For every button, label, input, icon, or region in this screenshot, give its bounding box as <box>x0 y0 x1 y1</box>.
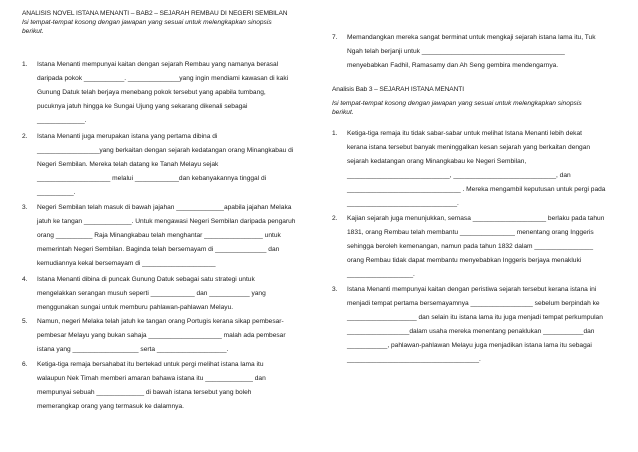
question-line: memerintah Negeri Sembilan. Baginda telah bersemayam di ______________ dan <box>37 246 280 253</box>
instruction-line: berikut. <box>22 28 44 36</box>
question-line: ____________________________________. <box>347 356 481 363</box>
question-line: 1831, orang Rembau telah membantu _______________ menentang orang Inggeris <box>347 229 594 236</box>
question-line: _______________________________ . Mereka mengambil keputusan untuk pergi pada <box>347 186 606 193</box>
question-number: 5. <box>22 318 28 325</box>
question-line: Istana Menanti dibina di puncak Gunung Datuk sebagai satu strategi untuk <box>37 276 255 283</box>
question-line: mempunyai sebuah _____________ di bawah istana tersebut yang boleh <box>37 389 252 396</box>
instruction-line: Isi tempat-tempat kosong dengan jawapan yang sesuai untuk melengkapkan sinopsis <box>22 19 272 26</box>
question-line: __________. <box>37 189 76 196</box>
instruction-bab2 <box>22 18 298 36</box>
question-number: 3. <box>22 204 28 211</box>
question-line: ______________________________. <box>347 200 459 207</box>
instruction-line: Isi tempat-tempat kosong dengan jawapan yang sesuai untuk melengkapkan sinopsis <box>332 100 582 107</box>
question-line: Istana Menanti mempunyai kaitan dengan peristiwa sejarah tersebut kerana istana ini <box>347 286 597 293</box>
question-line: Kajian sejarah juga menunjukkan, semasa ____________________ berlaku pada tahun <box>347 215 605 222</box>
question-line: _________________dalam usaha mereka menentang penaklukan ___________dan <box>347 328 595 335</box>
question-line: Gunung Datuk telah berjaya menebang pokok tersebut yang apabila tumbang, <box>37 89 266 96</box>
question-line: ____________________ melalui ____________dan kebanyakannya tinggal di <box>37 175 267 182</box>
question-line: __________________. <box>347 271 415 278</box>
question-number: 7. <box>332 34 338 41</box>
question-line: Negeri Sembilan. Mereka telah datang ke Tanah Melayu sejak <box>37 161 219 168</box>
question-line: menggunakan sungai untuk memburu pahlawan-pahlawan Melayu. <box>37 304 234 311</box>
instruction-bab3 <box>332 99 618 117</box>
question-line: mengelakkan serangan musuh seperti ____________ dan ___________ yang <box>37 290 266 297</box>
question-line: pembesar Melayu yang bukan sahaja ____________________ malah ada pembesar <box>37 332 286 339</box>
question-line: sejarah kedatangan orang Minangkabau ke Negeri Sembilan, <box>347 158 527 165</box>
section-title-bab3: Analisis Bab 3 – SEJARAH ISTANA MENANTI <box>332 86 464 93</box>
question-line: walaupun Nek Timah memberi amaran bahawa istana itu _____________ dan <box>37 375 266 382</box>
question-number: 6. <box>22 361 28 368</box>
question-number: 1. <box>22 61 28 68</box>
question-line: orang Rembau tidak dapat membantu menyebabkan Inggeris berjaya menakluki <box>347 257 582 264</box>
section-title-bab2: ANALISIS NOVEL ISTANA MENANTI – BAB2 – SEJARAH REMBAU DI NEGERI SEMBILAN <box>22 10 288 17</box>
question-line: daripada pokok ___________. ______________yang ingin mendiami kawasan di kaki <box>37 75 289 82</box>
question-line: ___________________ dan selain itu istana lama itu juga menjadi tempat perkumpulan <box>347 314 603 321</box>
question-line: kerana istana tersebut banyak meninggalkan kesan sejarah yang berkaitan dengan <box>347 144 591 151</box>
question-line: Ketiga-tiga remaja bersahabat itu bertekad untuk pergi melihat istana lama itu <box>37 361 264 368</box>
question-line: Ketiga-tiga remaja itu tidak sabar-sabar untuk melihat Istana Menanti lebih dekat <box>347 130 582 137</box>
question-line: orang __________ Raja Minangkabau telah menghantar ________________ untuk <box>37 232 281 239</box>
question-line: Istana Menanti mempunyai kaitan dengan sejarah Rembau yang namanya berasal <box>37 61 279 68</box>
question-line: Negeri Sembilan telah masuk di bawah jajahan _____________apabila jajahan Melaka <box>37 204 292 211</box>
question-line: Memandangkan mereka sangat berminat untuk mengkaji sejarah istana lama itu, Tuk <box>347 34 596 41</box>
question-line: Ngah telah berjanji untuk _______________________________________ <box>347 48 565 55</box>
question-number: 3. <box>332 286 338 293</box>
question-line: menjadi tempat pertama bersemayamnya _________________ sebelum berpindah ke <box>347 300 600 307</box>
question-line: pucuknya jatuh hingga ke Sungai Ujung yang sekarang dikenali sebagai <box>37 103 248 110</box>
question-line: _____________. <box>37 117 87 124</box>
question-line: kemudiannya kekal bersemayam di ____________________ <box>37 260 216 267</box>
question-line: istana yang __________________ serta ___________________. <box>37 346 229 353</box>
question-number: 1. <box>332 130 338 137</box>
question-line: ___________, pahlawan-pahlawan Melayu juga menjadikan istana lama itu sebagai <box>347 342 592 349</box>
question-line: jatuh ke tangan _____________. Untuk mengawasi Negeri Sembilan daripada pengaruh <box>37 218 296 225</box>
question-number: 4. <box>22 276 28 283</box>
question-number: 2. <box>22 133 28 140</box>
question-line: Namun, negeri Melaka telah jatuh ke tangan orang Portugis kerana sikap pembesar- <box>37 318 284 325</box>
question-line: Istana Menanti juga merupakan istana yang pertama dibina di <box>37 133 218 140</box>
question-line: menyebabkan Fadhil, Ramasamy dan Ah Seng gembira mendengarnya. <box>347 62 559 69</box>
question-line: sehingga beroleh kemenangan, namun pada tahun 1832 dalam ________________ <box>347 243 594 250</box>
question-number: 2. <box>332 215 338 222</box>
question-line: ____________________________, ____________________________, dan <box>347 172 571 179</box>
question-line: _________________yang berkaitan dengan sejarah kedatangan orang Minangkabau di <box>37 147 294 154</box>
question-line: memerangkap orang yang termasuk ke dalamnya. <box>37 403 184 410</box>
instruction-line: berikut. <box>332 109 354 117</box>
